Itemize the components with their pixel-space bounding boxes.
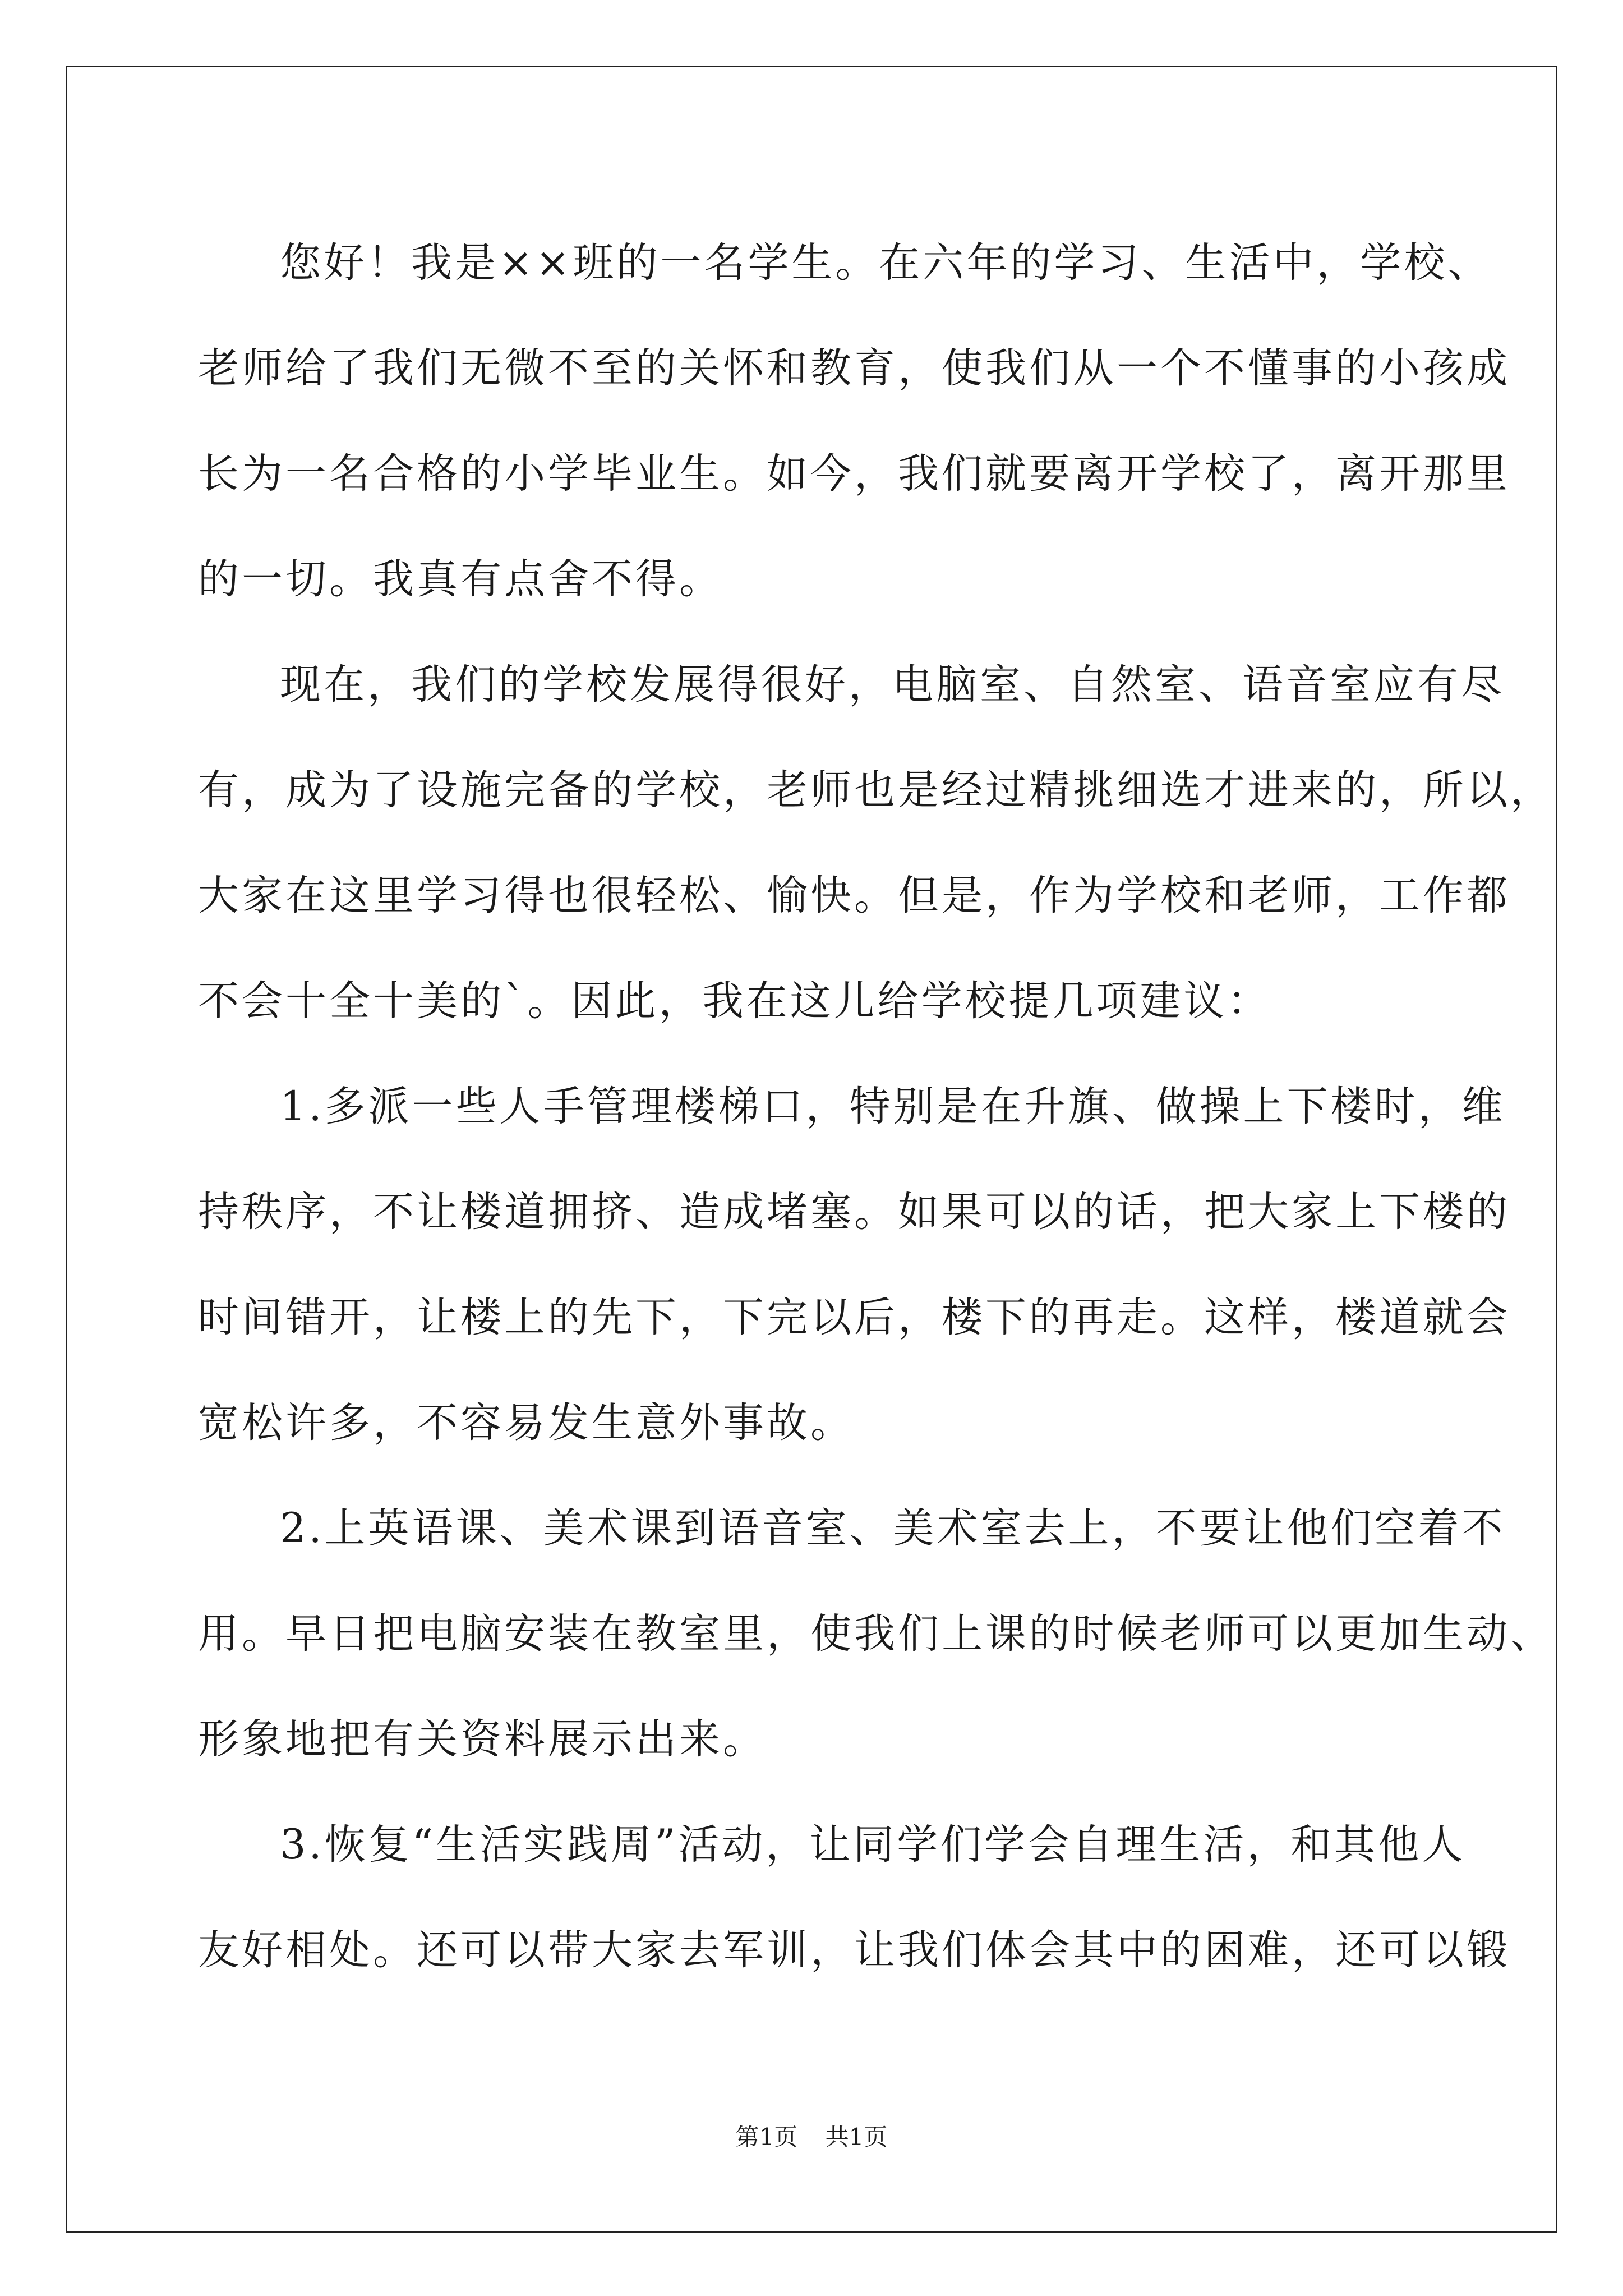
text-line: 宽松许多，不容易发生意外事故。 — [198, 1399, 854, 1447]
text-line: 不会十全十美的`。因此，我在这儿给学校提几项建议： — [198, 977, 1271, 1025]
text-line: 大家在这里学习得也很轻松、愉快。但是，作为学校和老师，工作都 — [198, 872, 1510, 919]
text-line: 1.多派一些人手管理楼梯口，特别是在升旗、做操上下楼时，维 — [280, 1083, 1506, 1130]
text-line: 持秩序，不让楼道拥挤、造成堵塞。如果可以的话，把大家上下楼的 — [198, 1188, 1510, 1236]
text-line: 用。早日把电脑安装在教室里，使我们上课的时候老师可以更加生动、 — [198, 1610, 1554, 1658]
text-line: 老师给了我们无微不至的关怀和教育，使我们从一个不懂事的小孩成 — [198, 344, 1510, 392]
text-line: 有，成为了设施完备的学校，老师也是经过精挑细选才进来的，所以， — [198, 766, 1554, 814]
page-number: 第1页 — [735, 2123, 798, 2151]
text-line: 现在，我们的学校发展得很好，电脑室、自然室、语音室应有尽 — [280, 661, 1505, 708]
text-line: 2.上英语课、美术课到语音室、美术室去上，不要让他们空着不 — [280, 1504, 1506, 1552]
text-line: 长为一名合格的小学毕业生。如今，我们就要离开学校了，离开那里 — [198, 450, 1510, 498]
text-line: 的一切。我真有点舍不得。 — [198, 555, 723, 603]
text-line: 3.恢复“生活实践周”活动，让同学们学会自理生活，和其他人 — [280, 1821, 1466, 1869]
text-line: 时间错开，让楼上的先下，下完以后，楼下的再走。这样，楼道就会 — [198, 1294, 1510, 1341]
text-line: 友好相处。还可以带大家去军训，让我们体会其中的困难，还可以锻 — [198, 1926, 1510, 1974]
text-line: 形象地把有关资料展示出来。 — [198, 1715, 767, 1763]
document-body — [198, 210, 1554, 2003]
page-footer — [0, 2120, 1623, 2154]
text-line: 您好！我是××班的一名学生。在六年的学习、生活中，学校、 — [280, 239, 1492, 287]
page-total: 共1页 — [825, 2123, 888, 2151]
